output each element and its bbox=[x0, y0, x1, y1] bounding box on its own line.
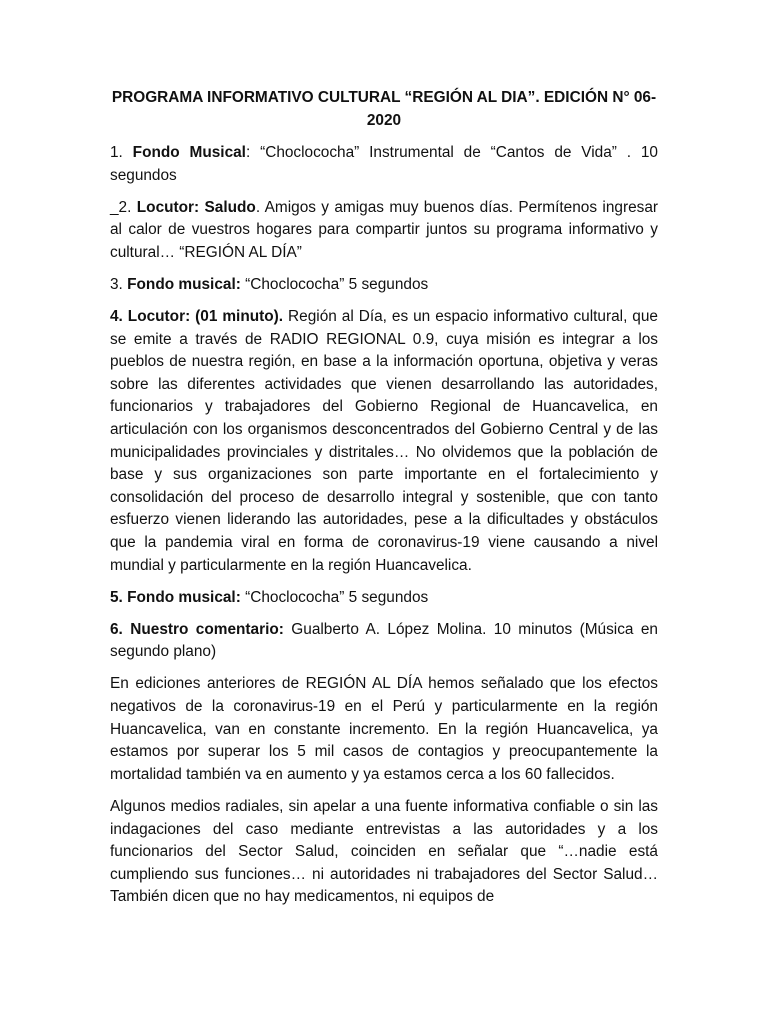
item-3-prefix: 3. bbox=[110, 275, 128, 293]
item-4-label: 4. Locutor: (01 minuto). bbox=[110, 308, 284, 326]
item-1-text: : “Choclococha” Instrumental de “Cantos de Vida” . 10 segundos bbox=[110, 144, 658, 184]
item-2-locutor-saludo bbox=[110, 197, 658, 265]
item-2-text: . Amigos y amigas muy buenos días. Permítenos ingresar al calor de vuestros hogares para compartir juntos su programa informativo y cultural… “REGIÓN AL DÍA” bbox=[110, 198, 659, 261]
item-1-fondo-musical bbox=[110, 142, 658, 187]
item-6-label: 6. Nuestro comentario: bbox=[110, 620, 284, 638]
item-2-prefix: _2. bbox=[110, 198, 137, 216]
item-5-fondo-musical bbox=[110, 587, 658, 610]
item-4-locutor bbox=[110, 306, 658, 577]
item-5-text: “Choclococha” 5 segundos bbox=[240, 588, 429, 606]
item-3-fondo-musical bbox=[110, 274, 658, 297]
item-4-text: Región al Día, es un espacio informativo cultural, que se emite a través de RADIO REGIONAL 0.9, cuya misión es integrar a los pueblos de nuestra región, en base a la información oportuna, objetiva y veras sobre las diferentes actividades que vienen desarrollando las autoridades, funcionarios y trabajadores del Gobierno Regional de Huancavelica, en articulación con los organismos desconcentrados del Gobierno Central y de las municipalidades provinciales y distritales… No olvidemos que la población de base y sus organizaciones son parte importante en el fortalecimiento y consolidación del proceso de desarrollo integral y sostenible, que con tanto esfuerzo vienen liderando las autoridades, pese a la dificultades y obstáculos que la pandemia viral en forma de coronavirus-19 viene causando a nivel mundial y particularmente en la región Huancavelica. bbox=[110, 308, 658, 574]
item-6-text: Gualberto A. López Molina. 10 minutos (Música en segundo plano) bbox=[110, 620, 658, 661]
item-5-label: 5. Fondo musical: bbox=[110, 588, 241, 606]
item-2-label: Locutor: Saludo bbox=[136, 198, 256, 216]
item-6-comentario bbox=[110, 619, 658, 664]
item-3-text: “Choclococha” 5 segundos bbox=[240, 275, 429, 293]
item-3-label: Fondo musical: bbox=[127, 275, 241, 293]
body-paragraph-2: Algunos medios radiales, sin apelar a una fuente informativa confiable o sin las indagaciones del caso mediante entrevistas a las autoridades y a los funcionarios del Sector Salud, coinciden en señalar que “…nadie está cumpliendo sus funciones… ni autoridades ni trabajadores del Sector Salud… También dicen que no hay medicamentos, ni equipos de bbox=[110, 797, 658, 906]
document-title: PROGRAMA INFORMATIVO CULTURAL “REGIÓN AL DIA”. EDICIÓN N° 06-2020 bbox=[111, 89, 657, 129]
body-paragraph-1: En ediciones anteriores de REGIÓN AL DÍA hemos señalado que los efectos negativos de la coronavirus-19 en el Perú y particularmente en la región Huancavelica, van en constante incremento. En la región Huancavelica, ya estamos por superar los 5 mil casos de contagios y preocupantemente la mortalidad también va en aumento y ya estamos cerca a los 60 fallecidos. bbox=[110, 675, 658, 783]
document-page bbox=[110, 86, 658, 918]
item-1-prefix: 1. bbox=[110, 144, 133, 161]
item-1-label: Fondo Musical bbox=[132, 144, 246, 161]
